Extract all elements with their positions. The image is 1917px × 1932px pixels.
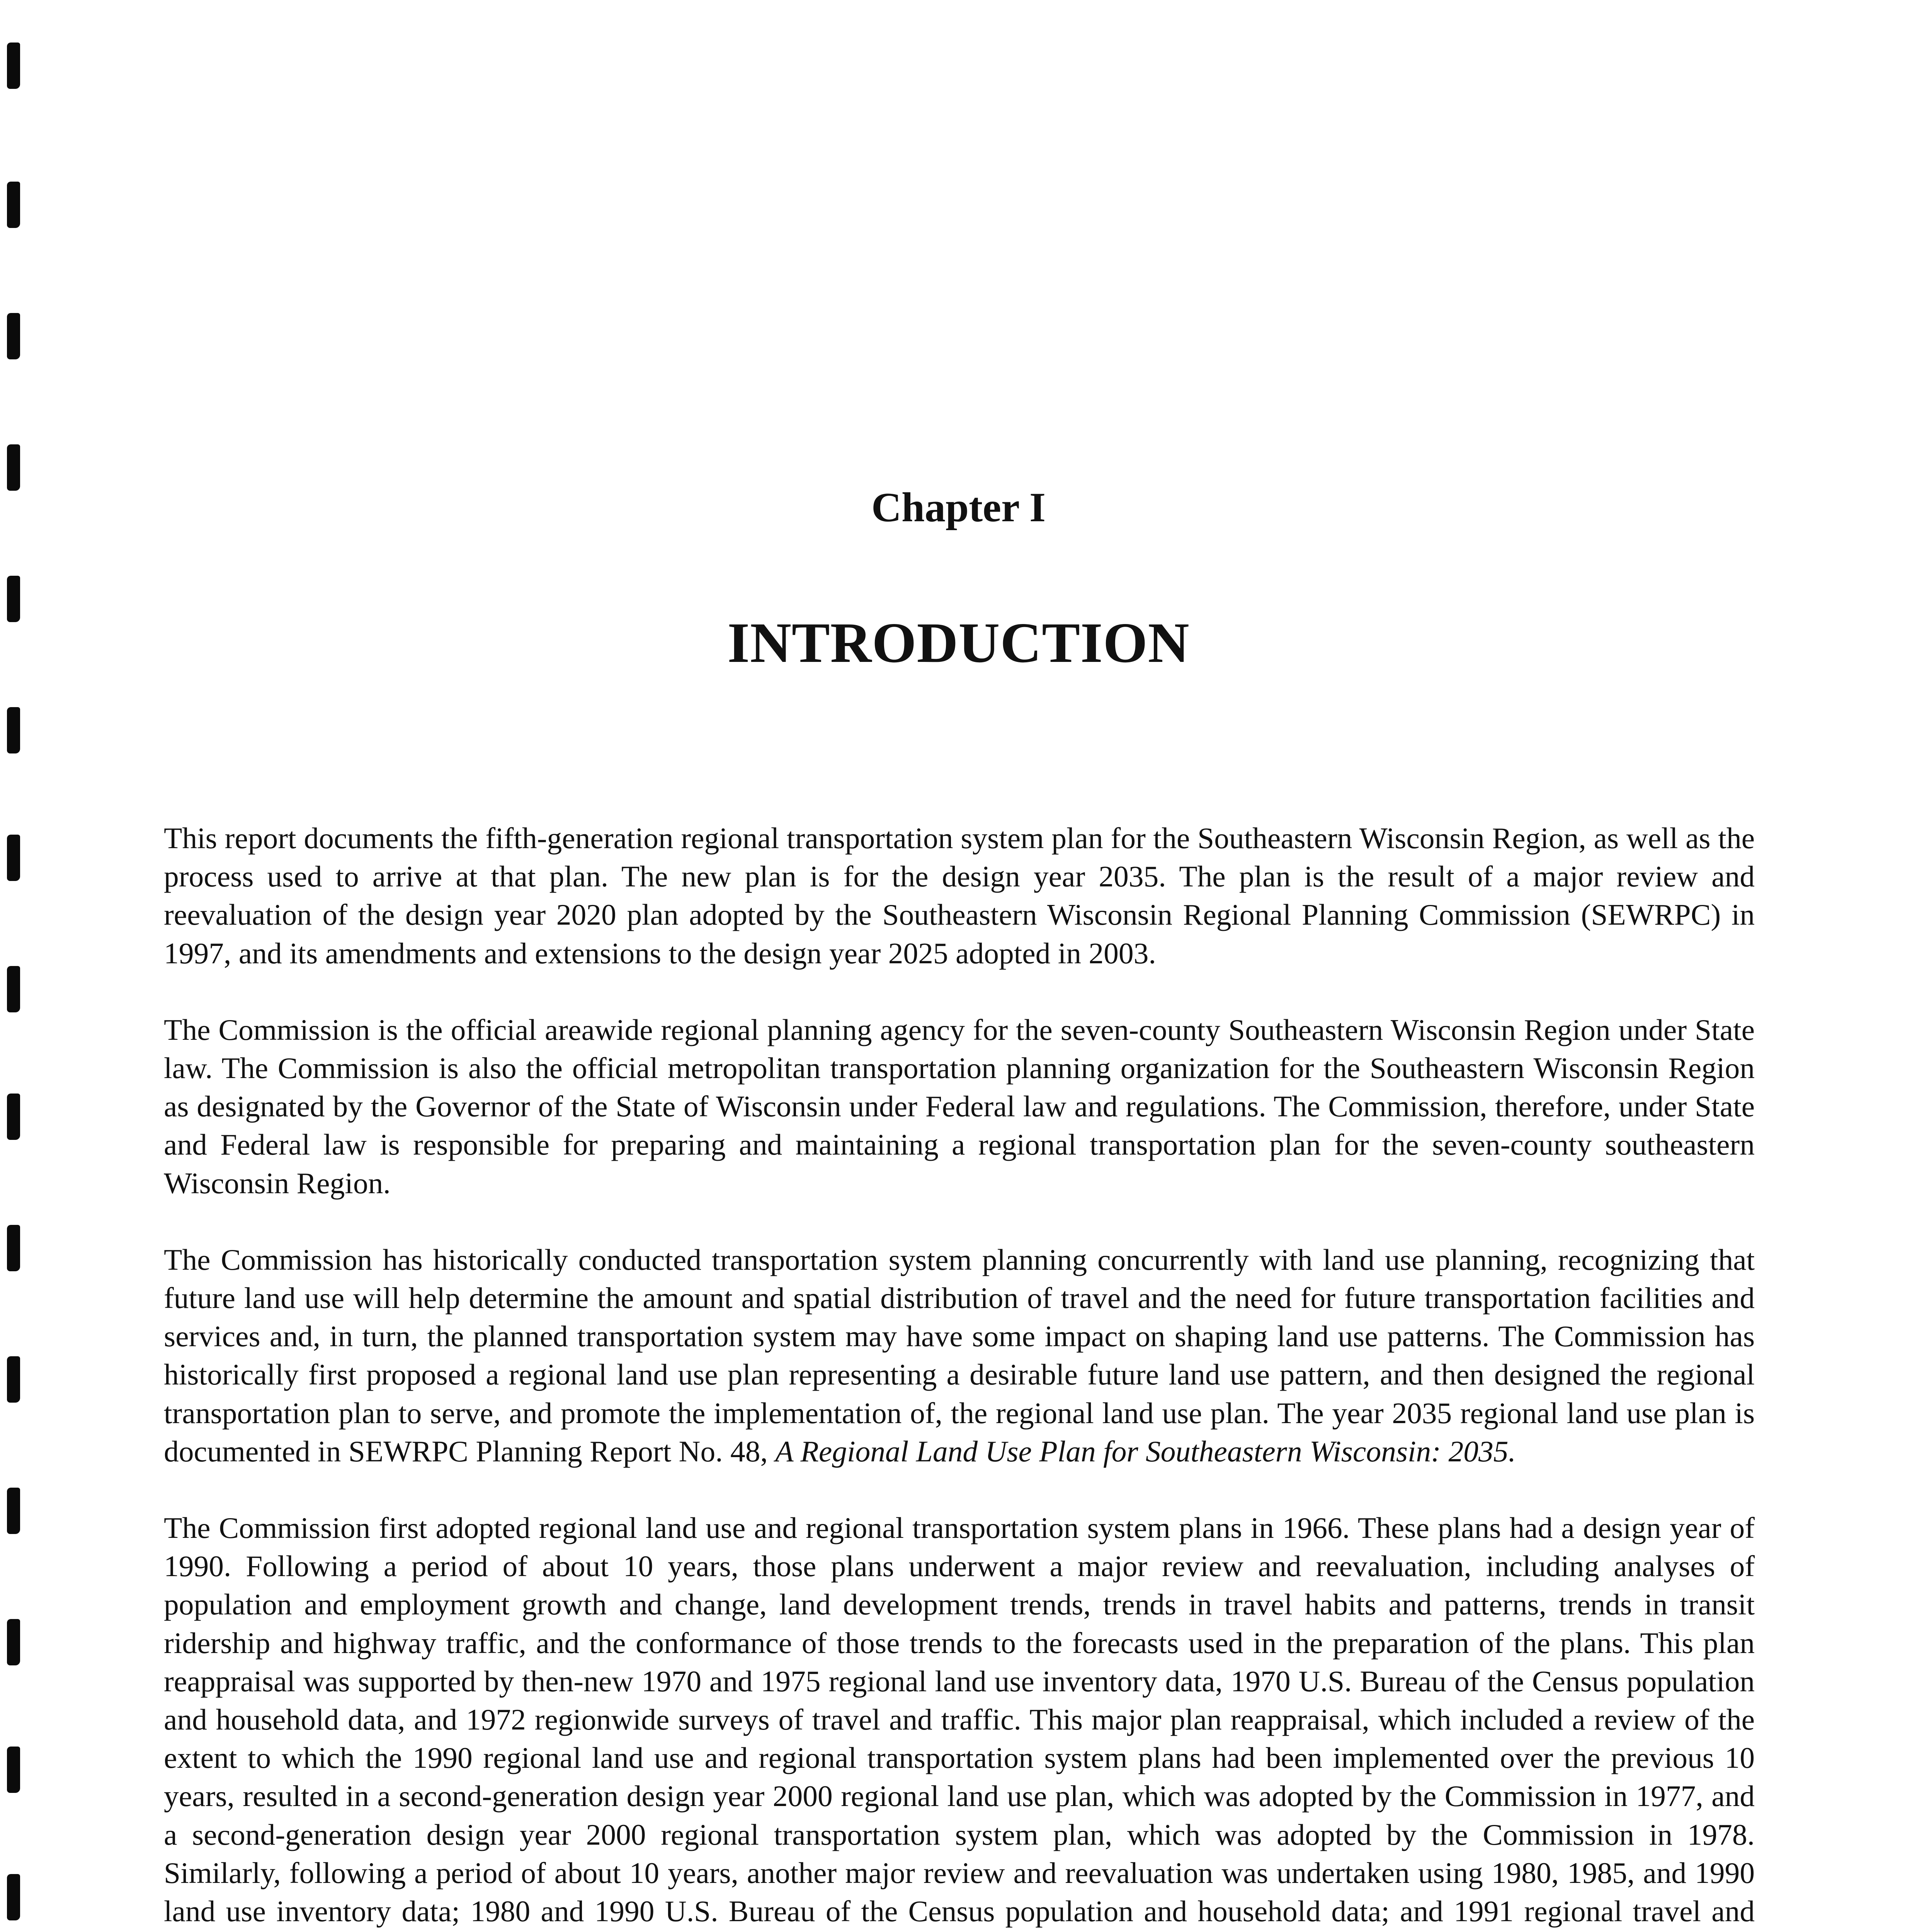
paragraph-3 [164,1241,1755,1471]
chapter-number: Chapter I [871,485,1046,531]
binding-hole [7,1619,20,1665]
binding-hole [7,313,20,359]
binding-hole [7,182,20,228]
binding-hole [7,707,20,753]
paragraph-2: The Commission is the official areawide regional planning agency for the seven-county Southeastern Wisconsin Region under State law. The Commission is also the official metropolitan transportation planning organization for the Southeastern Wisconsin Region as designated by the Governor of the State of Wisconsin under Federal law and regulations. The Commission, therefore, under State and Federal law is responsible for preparing and maintaining a regional transportation plan for the seven-county southeastern Wisconsin Region. [164,1013,1755,1200]
binding-holes [0,0,46,1932]
binding-hole [7,1094,20,1140]
report-citation: A Regional Land Use Plan for Southeastern Wisconsin: 2035. [775,1434,1516,1468]
binding-hole [7,1225,20,1271]
chapter-title: INTRODUCTION [727,611,1190,675]
body-text [164,819,1755,1932]
binding-hole [7,43,20,89]
paragraph-4: The Commission first adopted regional land use and regional transportation system plans in 1966. These plans had a design year of 1990. Following a period of about 10 years, those plans underwent a major review and reevaluation, including analyses of population and employment growth and change, land development trends, trends in travel habits and patterns, trends in transit ridership and highway traffic, and the conformance of those trends to the forecasts used in the preparation of the plans. This plan reappraisal was supported by then-new 1970 and 1975 regional land use inventory data, 1970 U.S. Bureau of the Census population and household data, and 1972 regionwide surveys of travel and traffic. This major plan reappraisal, which included a review of the extent to which the 1990 regional land use and regional transportation system plans had been implemented over the previous 10 years, resulted in a second-generation design year 2000 regional land use plan, which was adopted by the Commission in 1977, and a second-generation design year 2000 regional transportation system plan, which was adopted by the Commission in 1978. Similarly, following a period of about 10 years, another major review and reevaluation was undertaken using 1980, 1985, and 1990 land use inventory data; 1980 and 1990 U.S. Bureau of the Census population and household data; and 1991 regional travel and [164,1511,1755,1928]
paragraph-3-text: The Commission has historically conducted transportation system planning concurrently with land use planning, recognizing that future land use will help determine the amount and spatial distribution of travel and the need for future transportation facilities and services and, in turn, the planned transportation system may have some impact on shaping land use patterns. The Commission has historically first proposed a regional land use plan representing a desirable future land use pattern, and then designed the regional transportation plan to serve, and promote the implementation of, the regional land use plan. The year 2035 regional land use plan is documented in SEWRPC Planning Report No. 48, [164,1243,1755,1468]
binding-hole [7,966,20,1012]
binding-hole [7,1747,20,1793]
binding-hole [7,835,20,881]
binding-hole [7,1488,20,1534]
paragraph-1: This report documents the fifth-generation regional transportation system plan for the Southeastern Wisconsin Region, as well as the process used to arrive at that plan. The new plan is for the design year 2035. The plan is the result of a major review and reevaluation of the design year 2020 plan adopted by the Southeastern Wisconsin Regional Planning Commission (SEWRPC) in 1997, and its amendments and extensions to the design year 2025 adopted in 2003. [164,821,1755,970]
binding-hole [7,444,20,491]
binding-hole [7,1356,20,1403]
binding-hole [7,1874,20,1920]
